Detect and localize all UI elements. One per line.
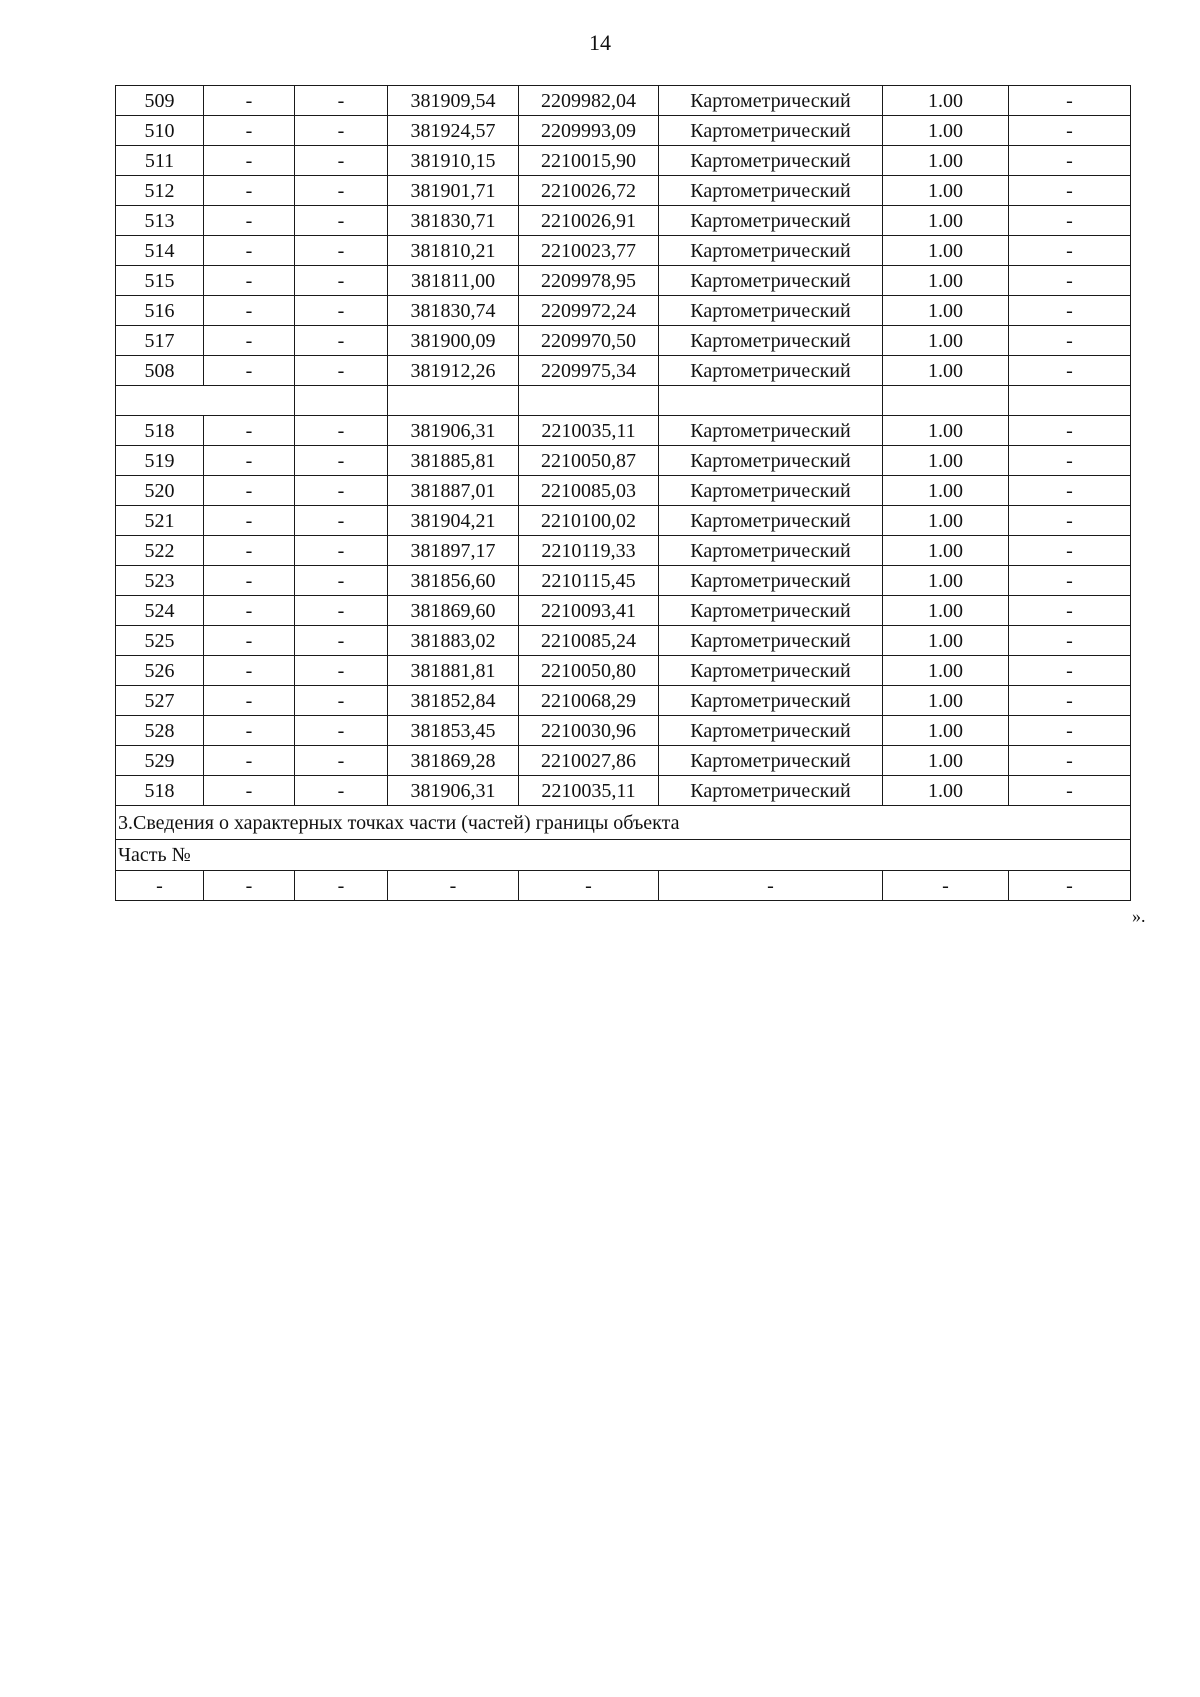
table-cell: - xyxy=(1009,716,1131,746)
table-row xyxy=(116,296,1131,326)
table-cell: 381811,00 xyxy=(388,266,519,296)
table-cell: - xyxy=(295,536,388,566)
table-cell: 381869,60 xyxy=(388,596,519,626)
table-cell: - xyxy=(204,176,295,206)
table-row xyxy=(116,326,1131,356)
table-cell: - xyxy=(1009,656,1131,686)
table-cell: - xyxy=(1009,776,1131,806)
table-cell: Картометрический xyxy=(659,146,883,176)
table-cell: 1.00 xyxy=(883,296,1009,326)
table-row xyxy=(116,871,1131,901)
table-row xyxy=(116,356,1131,386)
table-cell: 2210035,11 xyxy=(519,776,659,806)
table-cell: 2210119,33 xyxy=(519,536,659,566)
table-cell: 515 xyxy=(116,266,204,296)
table-cell: 2209982,04 xyxy=(519,86,659,116)
table-row xyxy=(116,116,1131,146)
table-cell: Картометрический xyxy=(659,656,883,686)
table-cell: - xyxy=(295,566,388,596)
table-cell: - xyxy=(295,206,388,236)
table-cell: - xyxy=(295,746,388,776)
table-cell: 527 xyxy=(116,686,204,716)
empty-cell xyxy=(1009,386,1131,416)
table-cell: - xyxy=(519,871,659,901)
table-row xyxy=(116,776,1131,806)
table-cell: - xyxy=(1009,596,1131,626)
table-row xyxy=(116,506,1131,536)
table-cell: - xyxy=(295,326,388,356)
table-cell: 511 xyxy=(116,146,204,176)
table-cell: Картометрический xyxy=(659,746,883,776)
table-cell: 381906,31 xyxy=(388,776,519,806)
table-cell: - xyxy=(204,86,295,116)
table-cell: Картометрический xyxy=(659,326,883,356)
table-cell: - xyxy=(295,176,388,206)
table-cell: - xyxy=(204,536,295,566)
table-cell: 518 xyxy=(116,776,204,806)
table-cell: 1.00 xyxy=(883,656,1009,686)
table-cell: Картометрический xyxy=(659,596,883,626)
table-cell: 524 xyxy=(116,596,204,626)
table-cell: 381885,81 xyxy=(388,446,519,476)
table-row xyxy=(116,416,1131,446)
table-cell: 381853,45 xyxy=(388,716,519,746)
table-cell: 510 xyxy=(116,116,204,146)
section-3-title: 3.Сведения о характерных точках части (частей) границы объекта xyxy=(116,806,1131,840)
table-row xyxy=(116,476,1131,506)
table-cell: 1.00 xyxy=(883,356,1009,386)
table-cell: 1.00 xyxy=(883,686,1009,716)
table-cell: - xyxy=(1009,476,1131,506)
table-cell: - xyxy=(204,146,295,176)
table-cell: - xyxy=(295,146,388,176)
table-cell: 1.00 xyxy=(883,116,1009,146)
table-cell: 517 xyxy=(116,326,204,356)
table-cell: - xyxy=(204,296,295,326)
table-cell: Картометрический xyxy=(659,446,883,476)
table-cell: Картометрический xyxy=(659,116,883,146)
table-cell: 2210068,29 xyxy=(519,686,659,716)
table-cell: - xyxy=(659,871,883,901)
table-cell: - xyxy=(295,446,388,476)
table-cell: 1.00 xyxy=(883,776,1009,806)
table-cell: Картометрический xyxy=(659,266,883,296)
table-row xyxy=(116,626,1131,656)
empty-cell xyxy=(116,386,295,416)
table-cell: - xyxy=(388,871,519,901)
table-cell: 2210085,03 xyxy=(519,476,659,506)
table-cell: 381906,31 xyxy=(388,416,519,446)
table-cell: 1.00 xyxy=(883,446,1009,476)
table-cell: - xyxy=(295,476,388,506)
table-cell: Картометрический xyxy=(659,416,883,446)
table-cell: Картометрический xyxy=(659,716,883,746)
coordinates-table xyxy=(115,85,1131,901)
table-row xyxy=(116,206,1131,236)
table-cell: 508 xyxy=(116,356,204,386)
table-cell: Картометрический xyxy=(659,356,883,386)
table-cell: 525 xyxy=(116,626,204,656)
table-cell: - xyxy=(295,296,388,326)
table-cell: - xyxy=(1009,86,1131,116)
table-cell: Картометрический xyxy=(659,566,883,596)
table-cell: 381909,54 xyxy=(388,86,519,116)
table-row xyxy=(116,716,1131,746)
table-cell: - xyxy=(295,356,388,386)
table-cell: 381897,17 xyxy=(388,536,519,566)
closing-quote: ». xyxy=(1132,906,1146,926)
table-cell: - xyxy=(204,716,295,746)
table-row xyxy=(116,746,1131,776)
table-row xyxy=(116,236,1131,266)
table-cell: - xyxy=(1009,746,1131,776)
empty-cell xyxy=(519,386,659,416)
table-cell: - xyxy=(204,326,295,356)
table-row xyxy=(116,656,1131,686)
table-cell: 1.00 xyxy=(883,566,1009,596)
table-cell: - xyxy=(1009,116,1131,146)
table-cell: - xyxy=(1009,356,1131,386)
table-cell: 1.00 xyxy=(883,266,1009,296)
table-cell: - xyxy=(1009,871,1131,901)
table-cell: 381887,01 xyxy=(388,476,519,506)
table-cell: Картометрический xyxy=(659,536,883,566)
table-cell: - xyxy=(295,656,388,686)
table-cell: - xyxy=(1009,536,1131,566)
table-cell: 2209972,24 xyxy=(519,296,659,326)
table-cell: - xyxy=(295,716,388,746)
table-cell: 2210085,24 xyxy=(519,626,659,656)
table-cell: - xyxy=(295,596,388,626)
table-cell: - xyxy=(204,446,295,476)
table-cell: - xyxy=(204,266,295,296)
table-row xyxy=(116,596,1131,626)
table-cell: - xyxy=(1009,566,1131,596)
table-cell: 1.00 xyxy=(883,146,1009,176)
table-cell: - xyxy=(204,596,295,626)
table-cell: - xyxy=(1009,506,1131,536)
table-cell: 2210026,72 xyxy=(519,176,659,206)
empty-cell xyxy=(388,386,519,416)
table-cell: 523 xyxy=(116,566,204,596)
table-cell: 381912,26 xyxy=(388,356,519,386)
empty-cell xyxy=(659,386,883,416)
table-cell: 522 xyxy=(116,536,204,566)
table-cell: - xyxy=(295,776,388,806)
table-cell: 2210030,96 xyxy=(519,716,659,746)
table-row xyxy=(116,176,1131,206)
table-cell: - xyxy=(204,416,295,446)
table-cell: - xyxy=(295,871,388,901)
table-cell: - xyxy=(204,206,295,236)
empty-cell xyxy=(295,386,388,416)
table-row xyxy=(116,266,1131,296)
table-cell: - xyxy=(204,236,295,266)
table-cell: - xyxy=(1009,416,1131,446)
table-cell: - xyxy=(204,356,295,386)
table-cell: 518 xyxy=(116,416,204,446)
table-cell: Картометрический xyxy=(659,476,883,506)
section-title-row xyxy=(116,806,1131,840)
table-cell: Картометрический xyxy=(659,506,883,536)
table-cell: 2210015,90 xyxy=(519,146,659,176)
empty-row xyxy=(116,386,1131,416)
table-cell: 528 xyxy=(116,716,204,746)
table-cell: 1.00 xyxy=(883,536,1009,566)
table-cell: 509 xyxy=(116,86,204,116)
table-row xyxy=(116,686,1131,716)
table-cell: - xyxy=(295,86,388,116)
table-cell: 1.00 xyxy=(883,476,1009,506)
table-cell: - xyxy=(1009,146,1131,176)
table-cell: - xyxy=(295,266,388,296)
table-cell: - xyxy=(1009,176,1131,206)
table-cell: 381856,60 xyxy=(388,566,519,596)
table-cell: 2210100,02 xyxy=(519,506,659,536)
table-cell: - xyxy=(1009,446,1131,476)
table-cell: 1.00 xyxy=(883,626,1009,656)
table-cell: 381852,84 xyxy=(388,686,519,716)
table-cell: 2210026,91 xyxy=(519,206,659,236)
table-cell: 1.00 xyxy=(883,206,1009,236)
table-cell: 1.00 xyxy=(883,86,1009,116)
table-cell: 381924,57 xyxy=(388,116,519,146)
part-label-row xyxy=(116,840,1131,871)
table-cell: - xyxy=(204,116,295,146)
table-cell: Картометрический xyxy=(659,686,883,716)
table-row xyxy=(116,86,1131,116)
table-cell: Картометрический xyxy=(659,626,883,656)
table-cell: - xyxy=(295,506,388,536)
table-cell: 381881,81 xyxy=(388,656,519,686)
table-cell: 2210035,11 xyxy=(519,416,659,446)
table-cell: - xyxy=(883,871,1009,901)
table-cell: 520 xyxy=(116,476,204,506)
table-cell: 1.00 xyxy=(883,596,1009,626)
table-cell: - xyxy=(1009,206,1131,236)
table-cell: 381830,71 xyxy=(388,206,519,236)
section-3 xyxy=(116,806,1131,871)
table-cell: 2210050,87 xyxy=(519,446,659,476)
part-rows xyxy=(116,871,1131,901)
table-cell: 529 xyxy=(116,746,204,776)
table-cell: 381904,21 xyxy=(388,506,519,536)
table-cell: 381830,74 xyxy=(388,296,519,326)
table-cell: 381883,02 xyxy=(388,626,519,656)
table-cell: Картометрический xyxy=(659,296,883,326)
table-cell: Картометрический xyxy=(659,86,883,116)
table-cell: Картометрический xyxy=(659,206,883,236)
table-cell: Картометрический xyxy=(659,776,883,806)
table-row xyxy=(116,536,1131,566)
table-cell: 2210050,80 xyxy=(519,656,659,686)
table-cell: 1.00 xyxy=(883,416,1009,446)
table-cell: 2210093,41 xyxy=(519,596,659,626)
table-cell: - xyxy=(295,416,388,446)
table-cell: - xyxy=(204,506,295,536)
table-cell: - xyxy=(295,626,388,656)
table-row xyxy=(116,566,1131,596)
table-cell: 526 xyxy=(116,656,204,686)
table-cell: 1.00 xyxy=(883,176,1009,206)
table-cell: - xyxy=(204,566,295,596)
table-cell: - xyxy=(204,871,295,901)
table-row xyxy=(116,446,1131,476)
table-cell: - xyxy=(1009,266,1131,296)
table-cell: - xyxy=(204,776,295,806)
table-cell: - xyxy=(295,236,388,266)
table-cell: 521 xyxy=(116,506,204,536)
table-cell: - xyxy=(1009,686,1131,716)
table-cell: Картометрический xyxy=(659,176,883,206)
table-cell: - xyxy=(204,626,295,656)
table-cell: 519 xyxy=(116,446,204,476)
table-cell: - xyxy=(204,686,295,716)
page-number: 14 xyxy=(589,30,611,55)
table-cell: 2209993,09 xyxy=(519,116,659,146)
table-cell: 381810,21 xyxy=(388,236,519,266)
table-cell: 381910,15 xyxy=(388,146,519,176)
table-cell: - xyxy=(204,746,295,776)
table-cell: - xyxy=(1009,236,1131,266)
table-cell: 1.00 xyxy=(883,236,1009,266)
table-cell: 1.00 xyxy=(883,716,1009,746)
table-group-separator xyxy=(116,386,1131,416)
table-cell: 512 xyxy=(116,176,204,206)
table-cell: - xyxy=(1009,326,1131,356)
table-group-1 xyxy=(116,86,1131,386)
table-cell: 513 xyxy=(116,206,204,236)
table-cell: - xyxy=(204,656,295,686)
table-group-2 xyxy=(116,416,1131,806)
table-cell: 516 xyxy=(116,296,204,326)
empty-cell xyxy=(883,386,1009,416)
table-row xyxy=(116,146,1131,176)
table-cell: 381869,28 xyxy=(388,746,519,776)
part-number-label: Часть № xyxy=(116,840,1131,871)
table-cell: 381900,09 xyxy=(388,326,519,356)
table-cell: 2209975,34 xyxy=(519,356,659,386)
table-cell: 2209978,95 xyxy=(519,266,659,296)
table-cell: 1.00 xyxy=(883,326,1009,356)
table-cell: - xyxy=(1009,626,1131,656)
table-cell: 2210027,86 xyxy=(519,746,659,776)
table-cell: 2209970,50 xyxy=(519,326,659,356)
table-cell: 514 xyxy=(116,236,204,266)
table-cell: - xyxy=(204,476,295,506)
table-cell: 1.00 xyxy=(883,746,1009,776)
table-cell: - xyxy=(116,871,204,901)
table-cell: - xyxy=(295,116,388,146)
table-cell: - xyxy=(295,686,388,716)
table-cell: 1.00 xyxy=(883,506,1009,536)
table-cell: 381901,71 xyxy=(388,176,519,206)
table-cell: 2210023,77 xyxy=(519,236,659,266)
table-cell: 2210115,45 xyxy=(519,566,659,596)
table-cell: Картометрический xyxy=(659,236,883,266)
table-cell: - xyxy=(1009,296,1131,326)
